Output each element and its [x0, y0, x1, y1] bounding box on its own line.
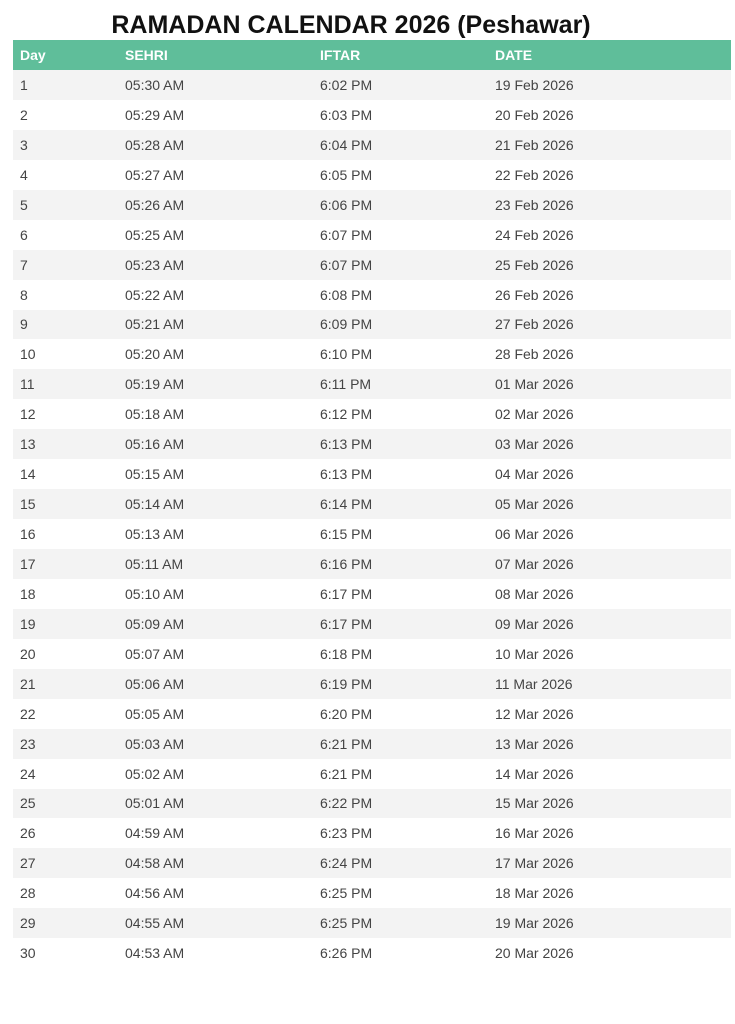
day-cell: 23	[20, 735, 36, 752]
date-cell: 21 Feb 2026	[495, 136, 574, 153]
column-header-day: Day	[20, 47, 46, 63]
iftar-cell: 6:05 PM	[320, 166, 373, 183]
table-row	[13, 310, 731, 340]
sehri-cell: 05:30 AM	[125, 76, 185, 93]
date-cell: 15 Mar 2026	[495, 795, 574, 812]
date-cell: 01 Mar 2026	[495, 376, 574, 393]
date-cell: 02 Mar 2026	[495, 406, 574, 423]
table-row	[13, 459, 731, 489]
table-row	[13, 130, 731, 160]
day-cell: 6	[20, 226, 28, 243]
table-row	[13, 639, 731, 669]
day-cell: 1	[20, 76, 28, 93]
day-cell: 7	[20, 256, 28, 273]
sehri-cell: 05:16 AM	[125, 436, 185, 453]
date-cell: 19 Feb 2026	[495, 76, 574, 93]
sehri-cell: 05:21 AM	[125, 316, 185, 333]
date-cell: 13 Mar 2026	[495, 735, 574, 752]
day-cell: 15	[20, 496, 36, 513]
day-cell: 9	[20, 316, 28, 333]
sehri-cell: 05:28 AM	[125, 136, 185, 153]
day-cell: 3	[20, 136, 28, 153]
date-cell: 05 Mar 2026	[495, 496, 574, 513]
sehri-cell: 05:29 AM	[125, 106, 185, 123]
column-header-date: DATE	[495, 47, 533, 63]
iftar-cell: 6:08 PM	[320, 286, 373, 303]
table-row	[13, 579, 731, 609]
table-row	[13, 878, 731, 908]
date-cell: 12 Mar 2026	[495, 705, 574, 722]
table-row	[13, 369, 731, 399]
date-cell: 06 Mar 2026	[495, 526, 574, 543]
day-cell: 10	[20, 346, 36, 363]
date-cell: 24 Feb 2026	[495, 226, 574, 243]
table-row	[13, 70, 731, 100]
date-cell: 10 Mar 2026	[495, 645, 574, 662]
column-header-iftar: IFTAR	[320, 47, 361, 63]
table-row	[13, 429, 731, 459]
table-row	[13, 339, 731, 369]
day-cell: 27	[20, 855, 36, 872]
day-cell: 2	[20, 106, 28, 123]
date-cell: 20 Mar 2026	[495, 945, 574, 962]
date-cell: 17 Mar 2026	[495, 855, 574, 872]
table-row	[13, 729, 731, 759]
date-cell: 11 Mar 2026	[495, 675, 573, 692]
date-cell: 26 Feb 2026	[495, 286, 574, 303]
sehri-cell: 05:22 AM	[125, 286, 185, 303]
iftar-cell: 6:26 PM	[320, 945, 373, 962]
iftar-cell: 6:14 PM	[320, 496, 373, 513]
sehri-cell: 04:53 AM	[125, 945, 185, 962]
table-row	[13, 250, 731, 280]
date-cell: 04 Mar 2026	[495, 466, 574, 483]
date-cell: 08 Mar 2026	[495, 585, 574, 602]
date-cell: 09 Mar 2026	[495, 615, 574, 632]
day-cell: 21	[20, 675, 36, 692]
sehri-cell: 05:14 AM	[125, 496, 185, 513]
iftar-cell: 6:25 PM	[320, 915, 373, 932]
date-cell: 07 Mar 2026	[495, 555, 574, 572]
date-cell: 18 Mar 2026	[495, 885, 574, 902]
day-cell: 17	[20, 555, 36, 572]
sehri-cell: 05:23 AM	[125, 256, 185, 273]
iftar-cell: 6:23 PM	[320, 825, 373, 842]
date-cell: 20 Feb 2026	[495, 106, 574, 123]
iftar-cell: 6:22 PM	[320, 795, 373, 812]
iftar-cell: 6:21 PM	[320, 765, 373, 782]
date-cell: 25 Feb 2026	[495, 256, 574, 273]
table-row	[13, 818, 731, 848]
sehri-cell: 05:07 AM	[125, 645, 185, 662]
date-cell: 14 Mar 2026	[495, 765, 574, 782]
day-cell: 14	[20, 466, 36, 483]
day-cell: 30	[20, 945, 36, 962]
sehri-cell: 05:09 AM	[125, 615, 185, 632]
iftar-cell: 6:04 PM	[320, 136, 373, 153]
column-header-sehri: SEHRI	[125, 47, 168, 63]
day-cell: 28	[20, 885, 36, 902]
iftar-cell: 6:21 PM	[320, 735, 373, 752]
page-title: RAMADAN CALENDAR 2026 (Peshawar)	[111, 11, 591, 39]
table-row	[13, 190, 731, 220]
table-row	[13, 789, 731, 819]
sehri-cell: 05:03 AM	[125, 735, 185, 752]
iftar-cell: 6:20 PM	[320, 705, 373, 722]
day-cell: 4	[20, 166, 28, 183]
sehri-cell: 05:19 AM	[125, 376, 185, 393]
sehri-cell: 04:56 AM	[125, 885, 185, 902]
sehri-cell: 05:10 AM	[125, 585, 185, 602]
table-row	[13, 519, 731, 549]
iftar-cell: 6:13 PM	[320, 436, 373, 453]
table-row	[13, 220, 731, 250]
sehri-cell: 05:18 AM	[125, 406, 185, 423]
day-cell: 5	[20, 196, 28, 213]
table-row	[13, 399, 731, 429]
iftar-cell: 6:06 PM	[320, 196, 373, 213]
date-cell: 22 Feb 2026	[495, 166, 574, 183]
table-body	[13, 70, 731, 968]
header-row	[13, 40, 731, 70]
iftar-cell: 6:15 PM	[320, 526, 373, 543]
iftar-cell: 6:17 PM	[320, 585, 373, 602]
iftar-cell: 6:07 PM	[320, 226, 373, 243]
table-row	[13, 848, 731, 878]
sehri-cell: 05:26 AM	[125, 196, 185, 213]
sehri-cell: 05:11 AM	[125, 555, 184, 572]
sehri-cell: 05:25 AM	[125, 226, 185, 243]
ramadan-calendar-table	[13, 40, 731, 968]
sehri-cell: 05:20 AM	[125, 346, 185, 363]
table-row	[13, 489, 731, 519]
date-cell: 16 Mar 2026	[495, 825, 574, 842]
day-cell: 26	[20, 825, 36, 842]
sehri-cell: 05:02 AM	[125, 765, 185, 782]
day-cell: 18	[20, 585, 36, 602]
date-cell: 23 Feb 2026	[495, 196, 574, 213]
iftar-cell: 6:07 PM	[320, 256, 373, 273]
table-row	[13, 699, 731, 729]
table-row	[13, 669, 731, 699]
sehri-cell: 04:55 AM	[125, 915, 185, 932]
iftar-cell: 6:17 PM	[320, 615, 373, 632]
table-row	[13, 908, 731, 938]
day-cell: 13	[20, 436, 36, 453]
date-cell: 27 Feb 2026	[495, 316, 574, 333]
table-row	[13, 759, 731, 789]
iftar-cell: 6:02 PM	[320, 76, 373, 93]
date-cell: 03 Mar 2026	[495, 436, 574, 453]
date-cell: 28 Feb 2026	[495, 346, 574, 363]
day-cell: 25	[20, 795, 36, 812]
iftar-cell: 6:19 PM	[320, 675, 373, 692]
sehri-cell: 05:15 AM	[125, 466, 185, 483]
iftar-cell: 6:03 PM	[320, 106, 373, 123]
iftar-cell: 6:10 PM	[320, 346, 373, 363]
iftar-cell: 6:18 PM	[320, 645, 373, 662]
iftar-cell: 6:09 PM	[320, 316, 373, 333]
day-cell: 19	[20, 615, 36, 632]
day-cell: 11	[20, 376, 35, 393]
table-row	[13, 160, 731, 190]
table-row	[13, 549, 731, 579]
day-cell: 8	[20, 286, 28, 303]
table-row	[13, 280, 731, 310]
day-cell: 12	[20, 406, 36, 423]
table-row	[13, 938, 731, 968]
iftar-cell: 6:11 PM	[320, 376, 372, 393]
iftar-cell: 6:16 PM	[320, 555, 373, 572]
day-cell: 22	[20, 705, 36, 722]
sehri-cell: 05:06 AM	[125, 675, 185, 692]
sehri-cell: 05:27 AM	[125, 166, 185, 183]
date-cell: 19 Mar 2026	[495, 915, 574, 932]
iftar-cell: 6:24 PM	[320, 855, 373, 872]
sehri-cell: 05:13 AM	[125, 526, 185, 543]
sehri-cell: 04:58 AM	[125, 855, 185, 872]
iftar-cell: 6:12 PM	[320, 406, 373, 423]
day-cell: 24	[20, 765, 36, 782]
table-row	[13, 609, 731, 639]
day-cell: 16	[20, 526, 36, 543]
iftar-cell: 6:25 PM	[320, 885, 373, 902]
sehri-cell: 04:59 AM	[125, 825, 185, 842]
sehri-cell: 05:05 AM	[125, 705, 185, 722]
sehri-cell: 05:01 AM	[125, 795, 185, 812]
table-header	[13, 40, 731, 70]
iftar-cell: 6:13 PM	[320, 466, 373, 483]
day-cell: 29	[20, 915, 36, 932]
day-cell: 20	[20, 645, 36, 662]
table-row	[13, 100, 731, 130]
